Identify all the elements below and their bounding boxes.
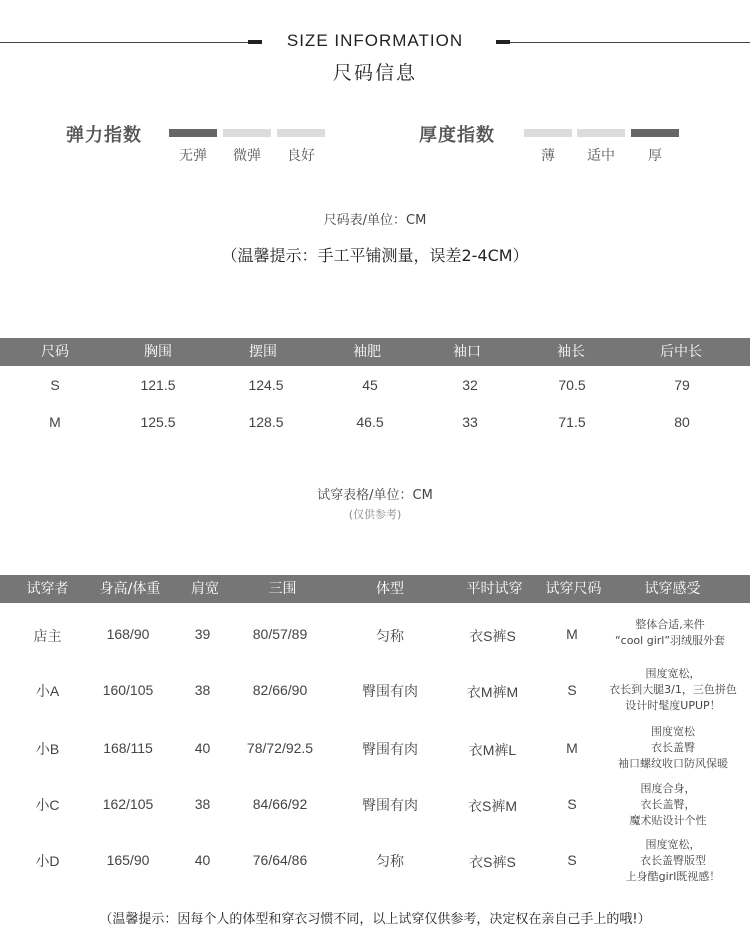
cell-usual-size: 衣S裤S (469, 628, 516, 644)
cell-tester: 小C (35, 797, 60, 813)
cell-body-type: 匀称 (376, 628, 404, 644)
cell-size: M (49, 414, 61, 430)
feedback-line: 魔术贴设计个性 (629, 814, 707, 827)
tryon-col-usual-size: 平时试穿 (466, 581, 523, 597)
cell-bwh: 84/66/92 (252, 796, 308, 812)
cell-body-type: 臀围有肉 (362, 741, 418, 757)
cell-height-weight: 162/105 (102, 796, 154, 812)
size-col-cuff: 袖口 (453, 344, 481, 360)
header-rule-right (510, 42, 750, 43)
tryon-col-height-weight: 身高/体重 (99, 581, 161, 597)
thickness-bar-1 (524, 129, 572, 137)
cell-body-type: 臀围有肉 (362, 797, 418, 813)
feedback-line: 衣长到大腿3/1，三色拼色 (609, 683, 737, 696)
cell-bwh: 76/64/86 (252, 852, 308, 868)
cell-feedback (600, 617, 740, 649)
cell-shoulder: 40 (194, 740, 211, 756)
elasticity-label-3: 良好 (287, 148, 315, 164)
cell-size: S (50, 377, 60, 393)
elasticity-bar-3 (277, 129, 325, 137)
feedback-line: 设计时髦度UPUP！ (625, 699, 721, 712)
cell-feedback (598, 666, 748, 714)
cell-tried-size: S (567, 852, 577, 868)
cell-body-type: 臀围有肉 (362, 683, 418, 699)
feedback-line: 整体合适,来件 (635, 618, 705, 631)
cell-hem: 128.5 (248, 414, 284, 430)
cell-tried-size: M (566, 740, 578, 756)
cell-height-weight: 160/105 (102, 682, 154, 698)
cell-height-weight: 168/115 (103, 740, 153, 756)
tryon-col-tried-size: 试穿尺码 (545, 581, 602, 597)
thickness-bar-3 (631, 129, 679, 137)
tryon-col-tester: 试穿者 (26, 581, 69, 597)
feedback-line: “cool girl”羽绒服外套 (614, 634, 726, 647)
cell-height-weight: 165/90 (106, 852, 150, 868)
tryon-table-caption: 试穿表格/单位：CM (317, 488, 433, 503)
cell-usual-size: 衣S裤S (469, 854, 516, 870)
thickness-label-2: 适中 (587, 148, 615, 164)
tryon-table-subcaption: (仅供参考) (348, 508, 402, 521)
feedback-line: 衣长盖臀， (640, 798, 696, 811)
cell-tried-size: S (567, 796, 577, 812)
header-title-cn: 尺码信息 (332, 62, 417, 84)
cell-sleeve-length: 71.5 (558, 414, 586, 430)
cell-shoulder: 38 (194, 796, 211, 812)
cell-height-weight: 168/90 (106, 626, 150, 642)
feedback-line: 上身酷girl既视感！ (625, 870, 721, 883)
cell-tried-size: S (567, 682, 577, 698)
cell-tester: 店主 (33, 628, 62, 644)
cell-feedback (598, 781, 738, 829)
size-table-note: （温馨提示：手工平铺测量，误差2-4CM） (221, 246, 529, 265)
size-col-size: 尺码 (41, 344, 69, 360)
size-table-header (0, 338, 750, 366)
cell-cuff: 32 (462, 377, 478, 393)
feedback-line: 衣长盖臀版型 (640, 854, 706, 867)
tryon-col-feedback: 试穿感受 (644, 581, 701, 597)
cell-sleeve-width: 46.5 (356, 414, 384, 430)
tryon-table-header (0, 575, 750, 603)
cell-usual-size: 衣M裤M (466, 684, 519, 700)
feedback-line: 围度宽松， (645, 838, 701, 851)
cell-back-length: 80 (674, 414, 690, 430)
elasticity-label-1: 无弹 (179, 148, 207, 164)
cell-tester: 小A (35, 683, 60, 699)
size-col-sleeve-width: 袖肥 (353, 344, 381, 360)
feedback-line: 围度宽松， (645, 667, 701, 680)
tryon-col-bwh: 三围 (268, 581, 297, 597)
cell-chest: 125.5 (140, 414, 176, 430)
cell-shoulder: 39 (194, 626, 211, 642)
feedback-line: 衣长盖臀 (651, 741, 695, 754)
cell-sleeve-length: 70.5 (558, 377, 586, 393)
tryon-col-body-type: 体型 (376, 581, 404, 597)
cell-feedback (598, 724, 748, 772)
cell-back-length: 79 (674, 377, 690, 393)
thickness-label-3: 厚 (648, 148, 662, 164)
cell-usual-size: 衣S裤M (468, 798, 517, 814)
cell-body-type: 匀称 (376, 853, 404, 869)
thickness-bar-2 (577, 129, 625, 137)
feedback-line: 围度宽松 (651, 725, 695, 738)
cell-feedback (598, 837, 748, 885)
elasticity-label-2: 微弹 (233, 148, 261, 164)
header-dash-right (496, 40, 510, 44)
cell-tried-size: M (566, 626, 578, 642)
cell-bwh: 82/66/90 (252, 682, 308, 698)
cell-shoulder: 40 (194, 852, 211, 868)
cell-chest: 121.5 (140, 377, 176, 393)
elasticity-bar-1 (169, 129, 217, 137)
cell-usual-size: 衣M裤L (468, 742, 517, 758)
header-title-en: SIZE INFORMATION (286, 31, 464, 50)
size-col-sleeve-length: 袖长 (557, 344, 585, 360)
size-table-caption: 尺码表/单位：CM (323, 213, 427, 228)
cell-shoulder: 38 (194, 682, 211, 698)
feedback-line: 围度合身， (640, 782, 696, 795)
size-col-hem: 摆围 (249, 344, 277, 360)
cell-tester: 小D (35, 853, 60, 869)
feedback-line: 袖口螺纹收口防风保暖 (618, 757, 728, 770)
cell-hem: 124.5 (248, 377, 284, 393)
cell-cuff: 33 (462, 414, 478, 430)
cell-tester: 小B (35, 741, 60, 757)
size-col-chest: 胸围 (144, 344, 172, 360)
cell-bwh: 80/57/89 (252, 626, 308, 642)
cell-sleeve-width: 45 (362, 377, 378, 393)
elasticity-title: 弹力指数 (66, 125, 142, 146)
tryon-col-shoulder: 肩宽 (191, 581, 219, 597)
elasticity-bar-2 (223, 129, 271, 137)
size-col-back-length: 后中长 (660, 344, 702, 360)
thickness-title: 厚度指数 (419, 125, 495, 146)
thickness-label-1: 薄 (541, 148, 555, 164)
cell-bwh: 78/72/92.5 (246, 740, 314, 756)
footer-note: （温馨提示：因每个人的体型和穿衣习惯不同，以上试穿仅供参考，决定权在亲自己手上的哦!） (99, 912, 651, 927)
